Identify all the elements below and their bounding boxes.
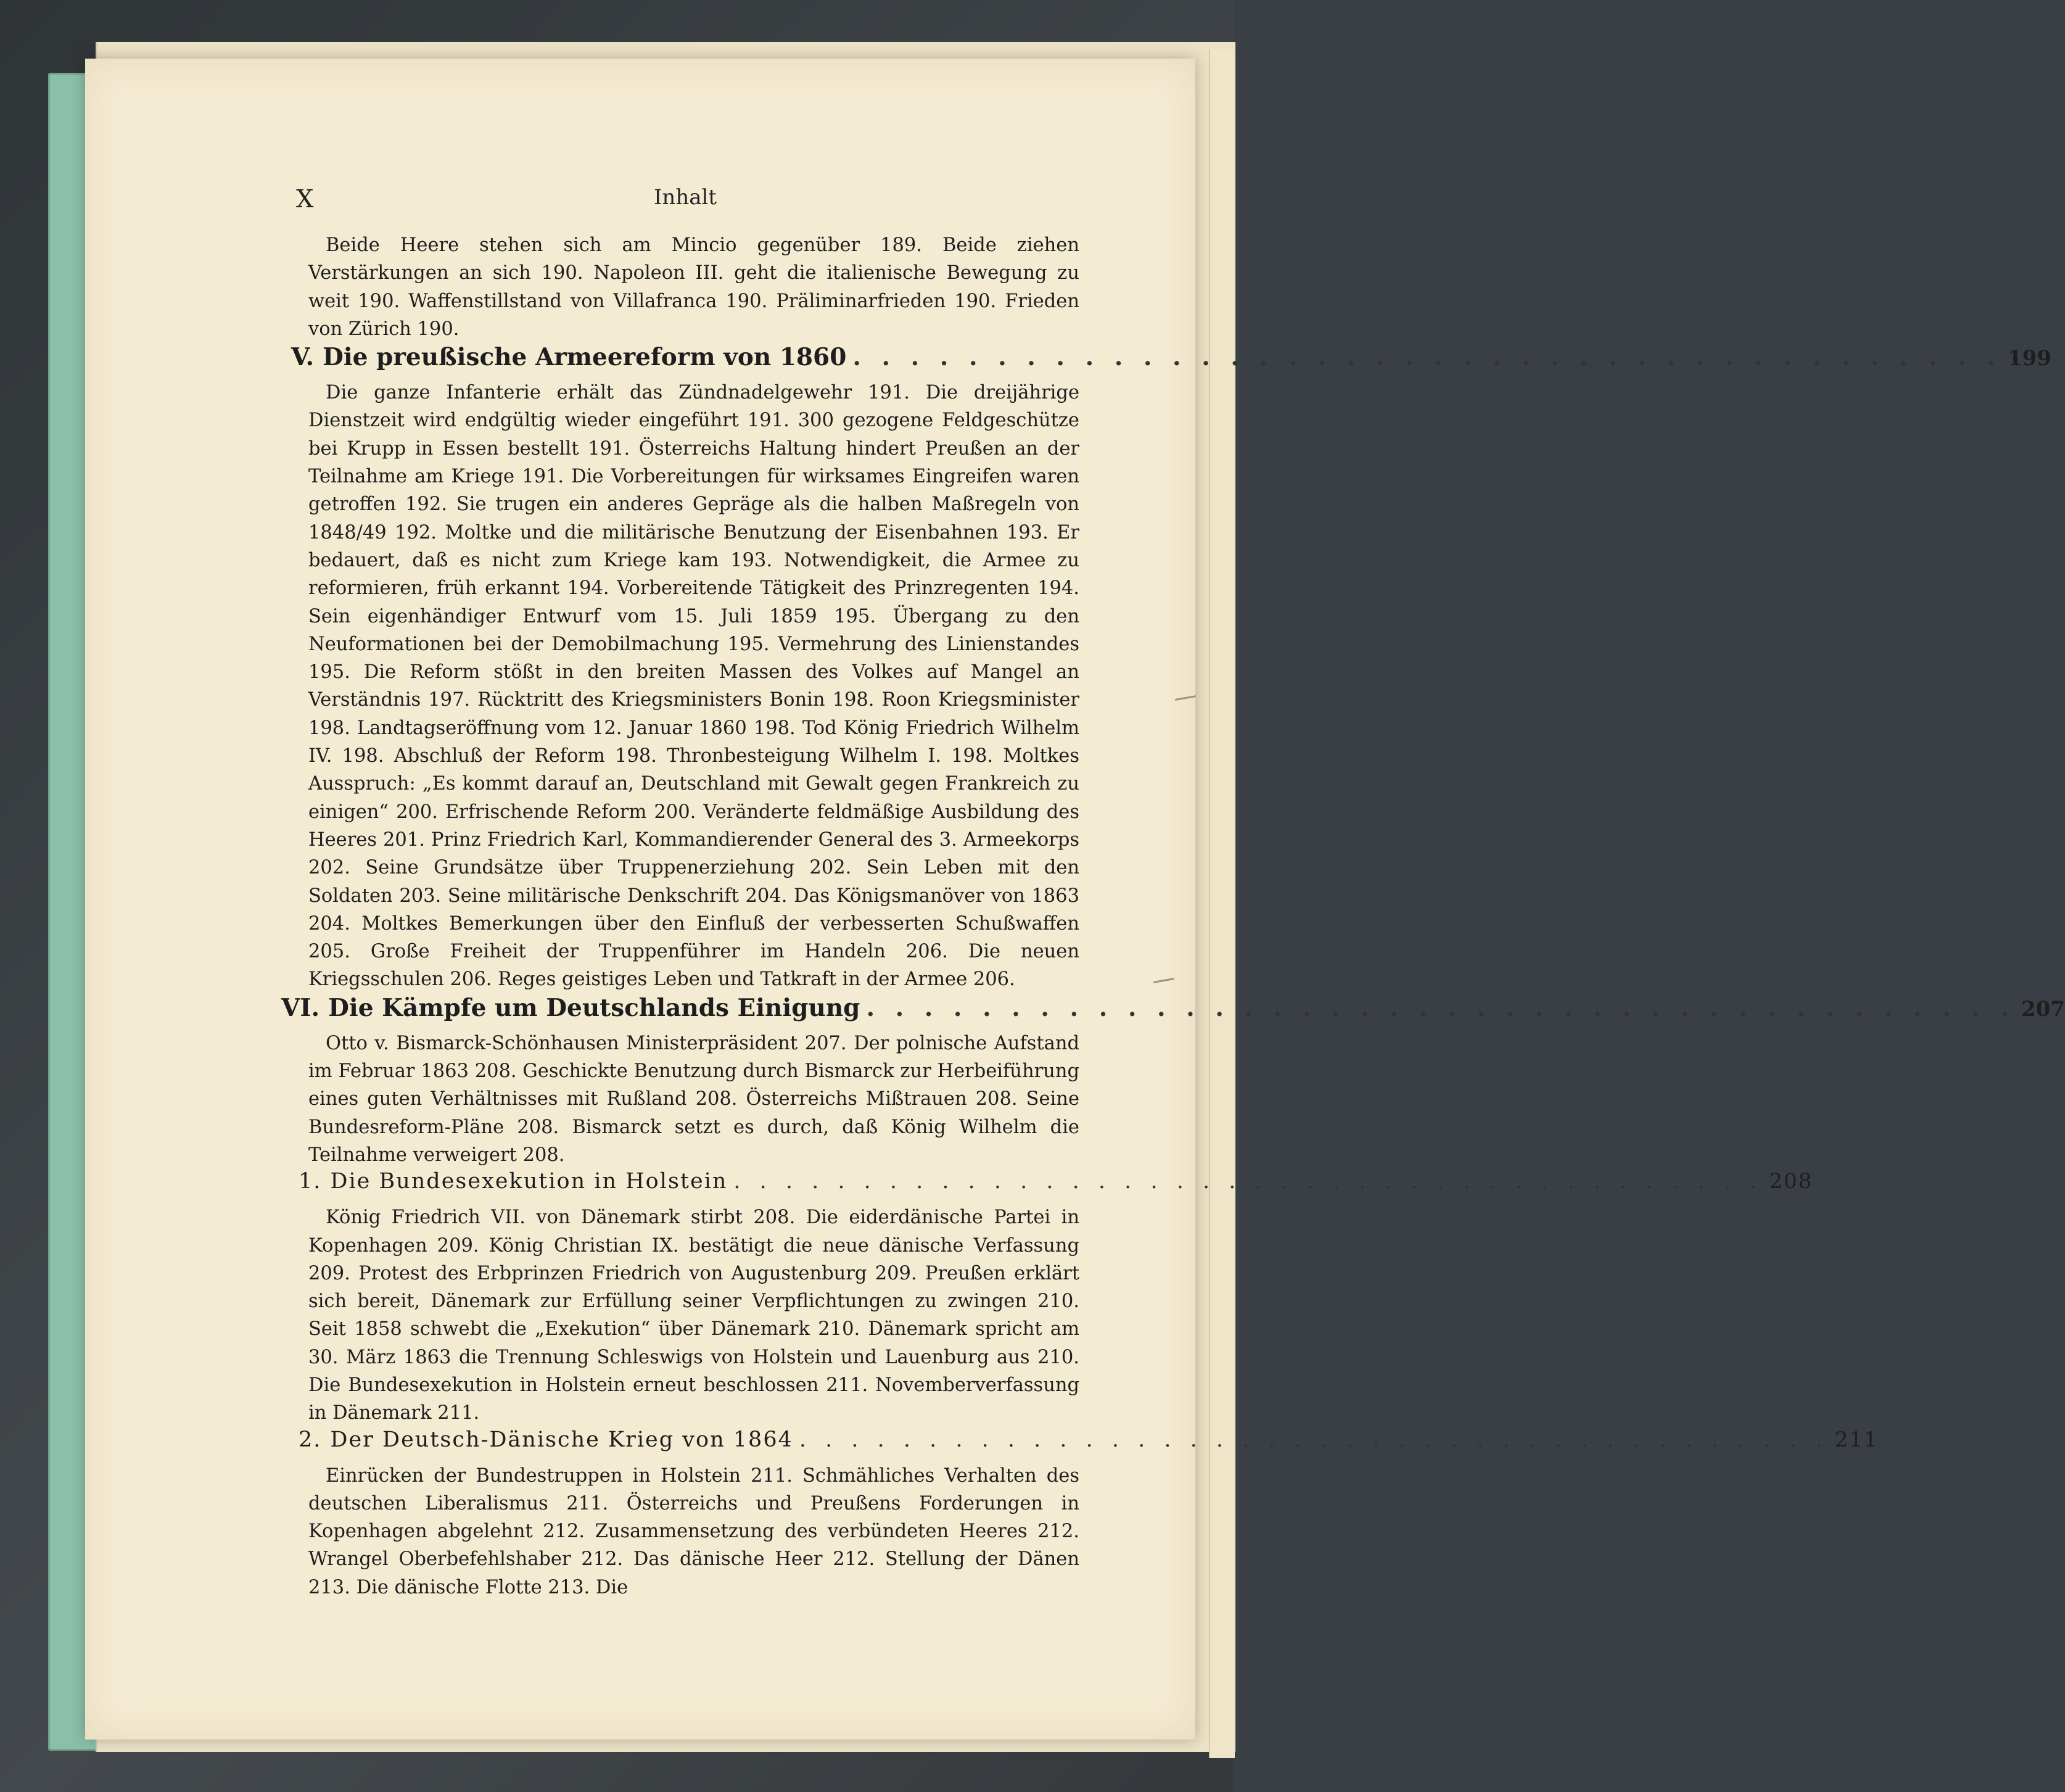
subheading-page: 208 (1769, 1169, 1813, 1194)
dot-leader: . . . . . . . . . . . . . . . . . . . . . . . . . . . . . . . . . . . . . . . . (733, 1169, 1763, 1194)
page-header (296, 185, 1079, 222)
subheading-title: Die Bundesexekution in Holstein (330, 1169, 728, 1194)
toc-paragraph: Die ganze Infanterie erhält das Zündnadelgewehr 191. Die dreijährige Dienstzeit wird endgültig wieder eingeführt 191. 300 gezogene Feldgeschütze bei Krupp in Essen bestellt 191. Österreichs Haltung hindert Preußen an der Teilnahme am Kriege 191. Die Vorbereitungen für wirksames Eingreifen waren getroffen 192. Sie trugen ein anderes Gepräge als die halben Maßregeln von 1848/49 192. Moltke und die militärische Benutzung der Eisenbahnen 193. Er bedauert, daß es nicht zum Kriege kam 193. Notwendigkeit, die Armee zu reformieren, früh erkannt 194. Vorbereitende Tätigkeit des Prinzregenten 194. Sein eigenhändiger Entwurf vom 15. Juli 1859 195. Übergang zu den Neuformationen bei der Demobilmachung 195. Vermehrung des Linienstandes 195. Die Reform stößt in den breiten Massen des Volkes auf Mangel an Verständnis 197. Rücktritt des Kriegsministers Bonin 198. Roon Kriegsminister 198. Landtagseröffnung vom 12. Januar 1860 198. Tod König Friedrich Wilhelm IV. 198. Abschluß der Reform 198. Thronbesteigung Wilhelm I. 198. Moltkes Ausspruch: „Es kommt darauf an, Deutschland mit Gewalt gegen Frankreich zu einigen“ 200. Erfrischende Reform 200. Veränderte feldmäßige Ausbildung des Heeres 201. Prinz Friedrich Karl, Kommandierender General des 3. Armeekorps 202. Seine Grundsätze über Truppenerziehung 202. Sein Leben mit den Soldaten 203. Seine militärische Denkschrift 204. Das Königsmanöver von 1863 204. Moltkes Bemerkungen über den Einfluß der verbesserten Schußwaffen 205. Große Freiheit der Truppenführer im Handeln 206. Die neuen Kriegsschulen 206. Reges geistiges Leben und Tatkraft in der Armee 206. (308, 382, 1079, 991)
dot-leader: . . . . . . . . . . . . . . . . . . . . . . . . . . . . . . . . . . . . . . . . (852, 343, 2001, 372)
toc-heading-vi (281, 993, 2065, 1030)
toc-heading-v (291, 343, 2051, 379)
facing-page-edge (1209, 49, 1235, 1758)
toc-paragraph: Beide Heere stehen sich am Mincio gegenüber 189. Beide ziehen Verstärkungen an sich 190. Napoleon III. geht die italienische Bewegung zu weit 190. Waffenstillstand von Villafranca 190. Präliminarfrieden 190. Frieden von Zürich 190. (308, 234, 1079, 340)
toc-paragraph: König Friedrich VII. von Dänemark stirbt 208. Die eiderdänische Partei in Kopenhagen 209. König Christian IX. bestätigt die neue dänische Verfassung 209. Protest des Erbprinzen Friedrich von Augustenburg 209. Preußen erklärt sich bereit, Dänemark zur Erfüllung seiner Verpflichtungen zu zwingen 210. Seit 1858 schwebt die „Exekution“ über Dänemark 210. Dänemark spricht am 30. März 1863 die Trennung Schleswigs von Holstein und Lauenburg aus 210. Die Bundesexekution in Holstein erneut beschlossen 211. Novemberverfassung in Dänemark 211. (308, 1207, 1079, 1424)
heading-title: Die preußische Armeereform von 1860 (323, 343, 847, 372)
toc-subheading-1 (299, 1169, 1813, 1204)
table-of-contents (281, 231, 2065, 1601)
heading-number: V. (291, 343, 315, 372)
page-number: X (296, 185, 314, 213)
toc-subheading-2 (299, 1427, 1879, 1462)
heading-page: 207 (2021, 996, 2065, 1022)
heading-number: VI. (281, 993, 320, 1022)
toc-paragraph: Einrücken der Bundestruppen in Holstein 211. Schmähliches Verhalten des deutschen Liberalismus 211. Österreichs und Preußens Forderungen in Kopenhagen abgelehnt 212. Zusammensetzung des verbündeten Heeres 212. Wrangel Oberbefehlshaber 212. Das dänische Heer 212. Stellung der Dänen 213. Die dänische Flotte 213. Die (308, 1464, 1079, 1598)
subheading-number: 2. (299, 1427, 322, 1452)
dot-leader: . . . . . . . . . . . . . . . . . . . . . . . . . . . . . . . . . . . . . . . . (799, 1427, 1829, 1452)
subheading-title: Der Deutsch-Dänische Krieg von 1864 (330, 1427, 793, 1452)
running-head: Inhalt (654, 185, 717, 210)
subheading-page: 211 (1834, 1427, 1879, 1452)
toc-paragraph: Otto v. Bismarck-Schönhausen Ministerpräsident 207. Der polnische Aufstand im Februar 1863 208. Geschickte Benutzung durch Bismarck zur Herbeiführung eines guten Verhältnisses mit Rußland 208. Österreichs Mißtrauen 208. Seine Bundesreform-Pläne 208. Bismarck setzt es durch, daß König Wilhelm die Teilnahme verweigert 208. (308, 1032, 1079, 1166)
heading-page: 199 (2007, 346, 2051, 371)
subheading-number: 1. (299, 1169, 322, 1194)
heading-title: Die Kämpfe um Deutschlands Einigung (328, 993, 860, 1022)
dot-leader: . . . . . . . . . . . . . . . . . . . . . . . . . . . . . . . . . . . . . . . . (866, 993, 2016, 1022)
